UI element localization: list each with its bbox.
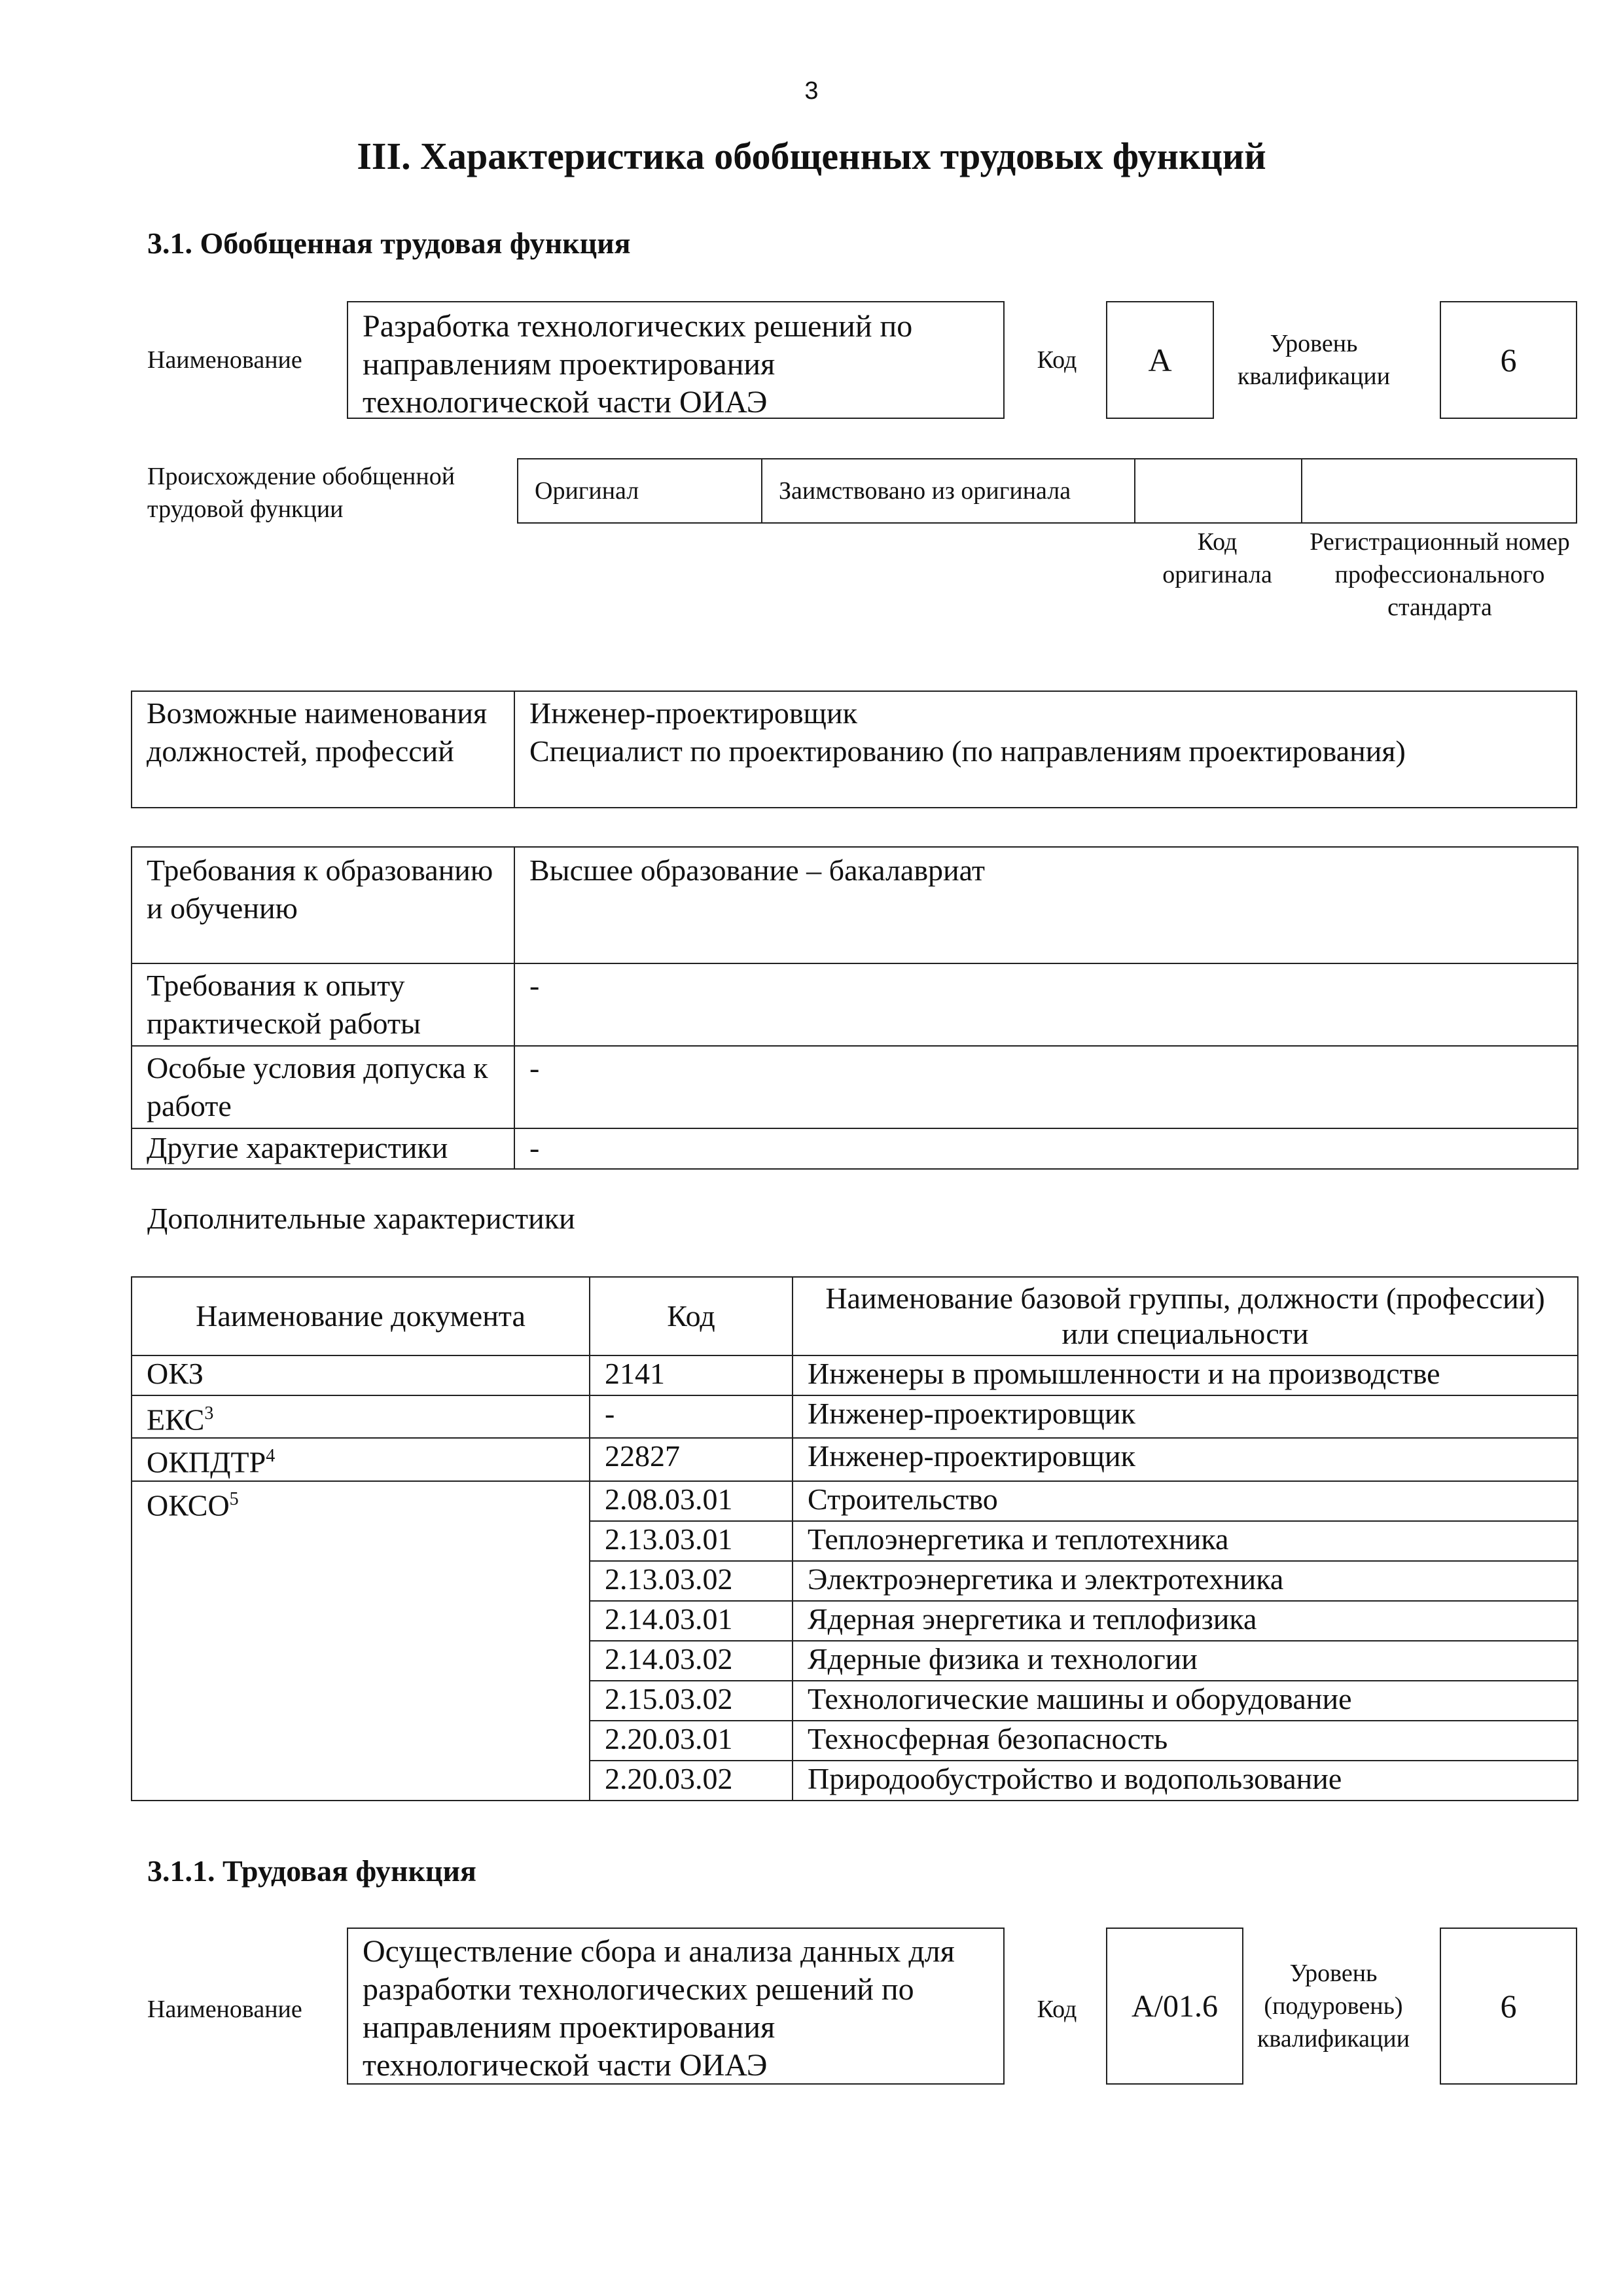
code-cell: 2.14.03.01	[590, 1601, 793, 1641]
origin-borrowed-cell	[762, 459, 1135, 522]
origin-label: Происхождение обобщенной трудовой функции	[147, 463, 455, 523]
requirements-table	[131, 846, 1578, 1170]
header-name: Наименование базовой группы, должности (профессии) или специальности	[793, 1277, 1578, 1355]
code-cell: 2.14.03.02	[590, 1641, 793, 1681]
doc-cell: ОКПДТР$^4$	[132, 1438, 590, 1480]
tf-heading: 3.1.1. Трудовая функция	[147, 1854, 476, 1888]
tf-code-value: A/01.6	[1132, 1988, 1218, 2024]
table-row	[132, 1355, 1578, 1395]
name-cell: Строительство	[793, 1481, 1578, 1521]
requirement-value: Высшее образование – бакалавриат	[514, 847, 1578, 963]
origin-original-cell	[518, 459, 762, 522]
name-cell: Техносферная безопасность	[793, 1721, 1578, 1761]
origin-code-cell	[1135, 459, 1302, 522]
gtf-code-label: Код	[1037, 346, 1077, 374]
header-code: Код	[590, 1277, 793, 1355]
gtf-code-box	[1106, 301, 1214, 419]
name-cell: Технологические машины и оборудование	[793, 1681, 1578, 1721]
tf-level-box	[1440, 1928, 1577, 2085]
gtf-level-box	[1440, 301, 1577, 419]
doc-cell: ОКЗ	[132, 1355, 590, 1395]
code-cell: 2141	[590, 1355, 793, 1395]
requirement-value: -	[514, 1128, 1578, 1169]
code-cell: -	[590, 1395, 793, 1438]
requirement-label: Требования к образованию и обучению	[132, 847, 514, 963]
page-number: 3	[804, 77, 819, 105]
tf-level-label: Уровень (подуровень) квалификации	[1257, 1960, 1410, 2053]
requirement-value: -	[514, 963, 1578, 1046]
doc-cell: ЕКС$^3$	[132, 1395, 590, 1438]
tf-name-label: Наименование	[147, 1996, 302, 2023]
name-cell: Теплоэнергетика и теплотехника	[793, 1521, 1578, 1561]
additional-heading: Дополнительные характеристики	[147, 1202, 575, 1235]
gtf-heading: 3.1. Обобщенная трудовая функция	[147, 226, 631, 260]
positions-table	[131, 691, 1577, 808]
gtf-code-value: А	[1148, 342, 1172, 378]
tf-name-box	[347, 1928, 1005, 2085]
origin-table	[517, 458, 1577, 524]
origin-original: Оригинал	[535, 477, 639, 505]
origin-reg-cell	[1302, 459, 1576, 522]
doc-cell: ОКСО$^5$	[132, 1481, 590, 1801]
positions-label: Возможные наименования должностей, профессий	[147, 696, 488, 768]
name-cell: Инженер-проектировщик	[793, 1438, 1578, 1480]
positions-label-cell	[132, 692, 515, 807]
origin-reg-caption: Регистрационный номер профессионального стандарта	[1310, 528, 1570, 621]
gtf-name-label: Наименование	[147, 346, 302, 374]
requirement-value: -	[514, 1046, 1578, 1128]
name-cell: Электроэнергетика и электротехника	[793, 1561, 1578, 1601]
name-cell: Природообустройство и водопользование	[793, 1761, 1578, 1801]
origin-code-caption: Код оригинала	[1162, 528, 1272, 588]
table-row	[132, 1395, 1578, 1438]
code-cell: 2.13.03.02	[590, 1561, 793, 1601]
requirement-row	[132, 963, 1578, 1046]
name-cell: Инженер-проектировщик	[793, 1395, 1578, 1438]
code-cell: 22827	[590, 1438, 793, 1480]
gtf-level-value: 6	[1500, 342, 1517, 378]
name-cell: Ядерные физика и технологии	[793, 1641, 1578, 1681]
name-cell: Инженеры в промышленности и на производстве	[793, 1355, 1578, 1395]
gtf-level-label: Уровень квалификации	[1237, 330, 1391, 390]
gtf-name-value: Разработка технологических решений по направлениям проектирования технологической части ОИАЭ	[363, 309, 913, 420]
code-cell: 2.20.03.01	[590, 1721, 793, 1761]
requirement-row	[132, 847, 1578, 963]
positions-values-cell	[515, 692, 1575, 807]
additional-table	[131, 1276, 1578, 1801]
code-cell: 2.20.03.02	[590, 1761, 793, 1801]
tf-code-box	[1106, 1928, 1243, 2085]
requirement-label: Особые условия допуска к работе	[132, 1046, 514, 1128]
code-cell: 2.13.03.01	[590, 1521, 793, 1561]
header-document: Наименование документа	[132, 1277, 590, 1355]
tf-name-value: Осуществление сбора и анализа данных для разработки технологических решений по направлениям проектирования технологической части ОИАЭ	[363, 1934, 955, 2083]
code-cell: 2.15.03.02	[590, 1681, 793, 1721]
requirement-label: Другие характеристики	[132, 1128, 514, 1169]
requirement-label: Требования к опыту практической работы	[132, 963, 514, 1046]
gtf-name-box	[347, 301, 1005, 419]
tf-code-label: Код	[1037, 1996, 1077, 2023]
origin-borrowed: Заимствовано из оригинала	[779, 477, 1071, 505]
requirement-row	[132, 1046, 1578, 1128]
requirement-row	[132, 1128, 1578, 1169]
table-row	[132, 1481, 1578, 1521]
position-item: Инженер-проектировщик	[529, 696, 857, 730]
code-cell: 2.08.03.01	[590, 1481, 793, 1521]
name-cell: Ядерная энергетика и теплофизика	[793, 1601, 1578, 1641]
table-row	[132, 1438, 1578, 1480]
tf-level-value: 6	[1500, 1988, 1517, 2024]
position-item: Специалист по проектированию (по направлениям проектирования)	[529, 734, 1406, 768]
section-title: III. Характеристика обобщенных трудовых функций	[357, 135, 1266, 177]
additional-header-row	[132, 1277, 1578, 1355]
